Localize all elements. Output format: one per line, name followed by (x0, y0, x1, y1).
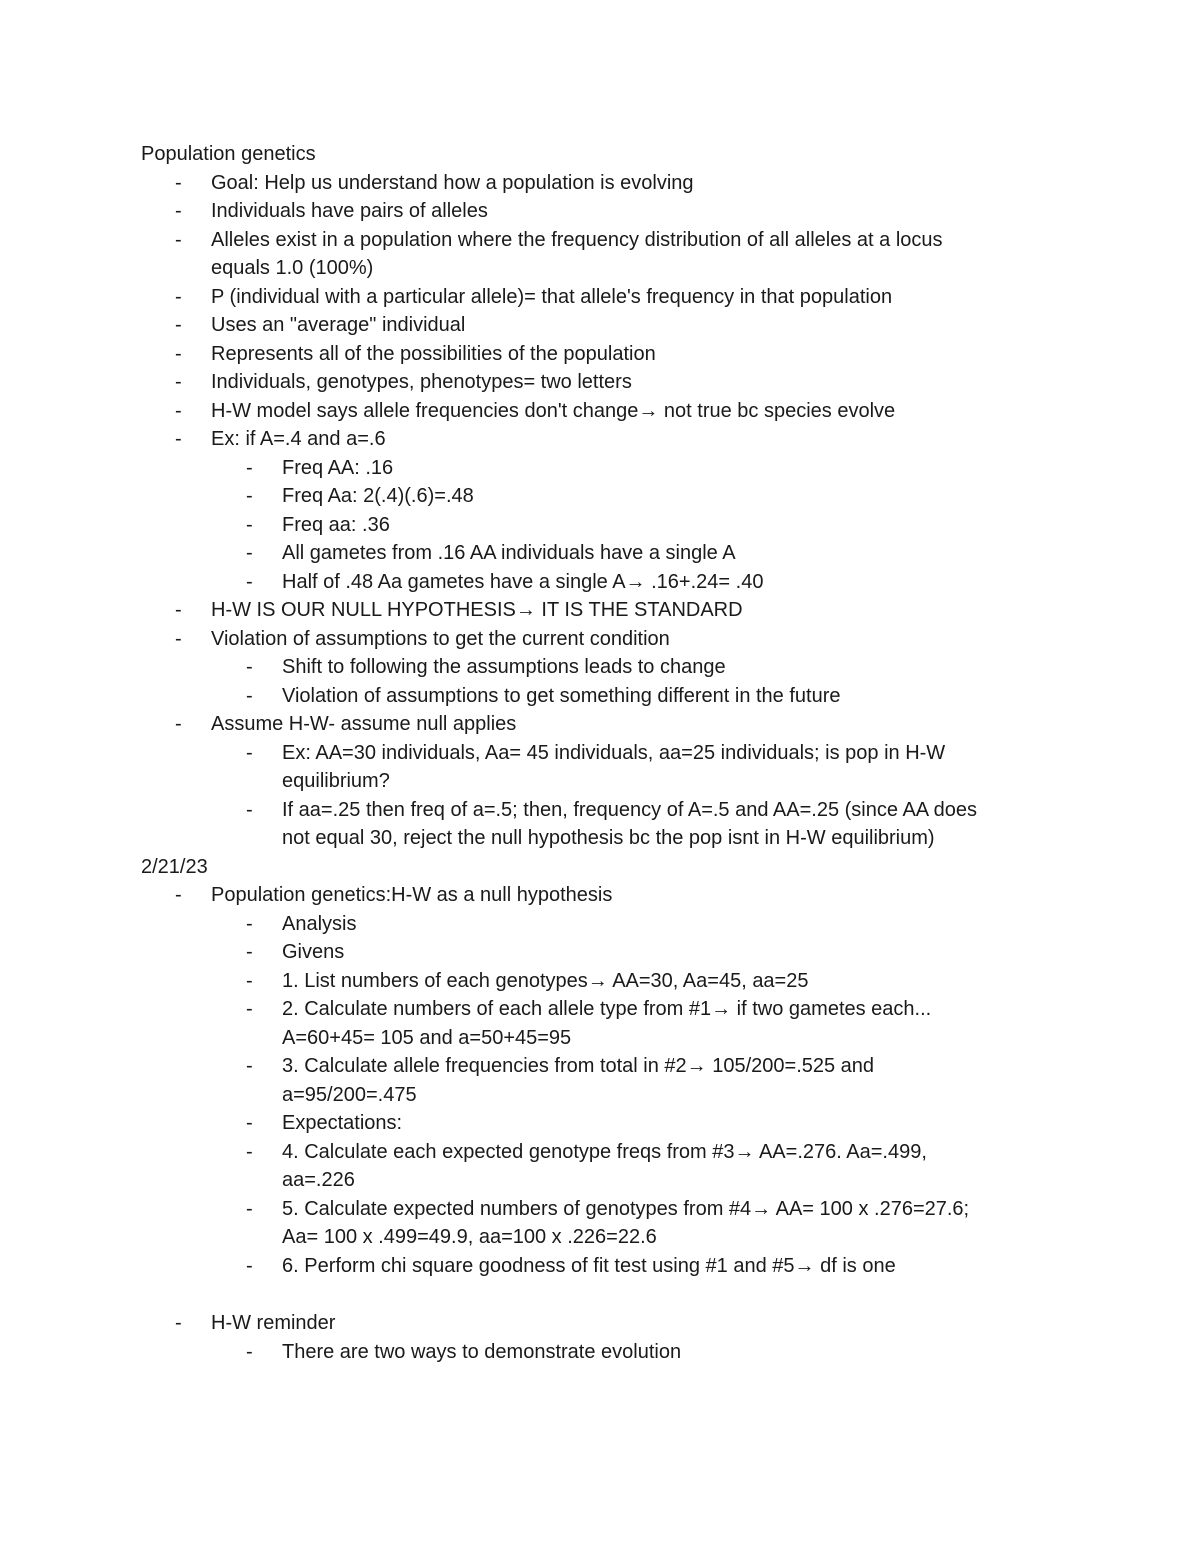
bullet-dash: - (175, 713, 182, 735)
list-item: P (individual with a particular allele)= that allele's frequency in that population (211, 286, 893, 308)
list-item: Alleles exist in a population where the frequency distribution of all alleles at a locus (211, 229, 943, 251)
bullet-dash: - (246, 913, 253, 935)
sub-list-item: 2. Calculate numbers of each allele type from #1→ if two gametes each... (282, 998, 932, 1020)
sub-list-item-continuation: a=95/200=.475 (282, 1084, 417, 1106)
sub-list-item: Givens (282, 941, 345, 963)
bullet-dash: - (246, 1255, 253, 1277)
sub-list-item: 4. Calculate each expected genotype freqs from #3→ AA=.276. Aa=.499, (282, 1141, 927, 1163)
sub-list-item: Violation of assumptions to get something different in the future (282, 685, 841, 707)
bullet-dash: - (246, 742, 253, 764)
sub-list-item-continuation: A=60+45= 105 and a=50+45=95 (282, 1027, 572, 1049)
sub-list-item: Freq AA: .16 (282, 457, 394, 479)
bullet-dash: - (175, 371, 182, 393)
list-item: H-W IS OUR NULL HYPOTHESIS→ IT IS THE STANDARD (211, 599, 743, 621)
sub-list-item: Freq Aa: 2(.4)(.6)=.48 (282, 485, 474, 507)
bullet-dash: - (246, 970, 253, 992)
list-item: Assume H-W- assume null applies (211, 713, 517, 735)
sub-list-item: Analysis (282, 913, 357, 935)
list-item: Ex: if A=.4 and a=.6 (211, 428, 386, 450)
sub-list-item: If aa=.25 then freq of a=.5; then, frequency of A=.5 and AA=.25 (since AA does (282, 799, 977, 821)
bullet-dash: - (246, 656, 253, 678)
sub-list-item: 6. Perform chi square goodness of fit test using #1 and #5→ df is one (282, 1255, 896, 1277)
bullet-dash: - (246, 1198, 253, 1220)
bullet-dash: - (175, 428, 182, 450)
bullet-dash: - (175, 200, 182, 222)
date-heading: 2/21/23 (141, 856, 208, 878)
bullet-dash: - (246, 685, 253, 707)
bullet-dash: - (175, 314, 182, 336)
list-item: Individuals have pairs of alleles (211, 200, 488, 222)
bullet-dash: - (246, 941, 253, 963)
bullet-dash: - (175, 229, 182, 251)
sub-list-item: There are two ways to demonstrate evolution (282, 1341, 682, 1363)
bullet-dash: - (175, 1312, 182, 1334)
bullet-dash: - (246, 799, 253, 821)
list-item: Individuals, genotypes, phenotypes= two letters (211, 371, 632, 393)
list-item: H-W model says allele frequencies don't change→ not true bc species evolve (211, 400, 896, 422)
sub-list-item: Shift to following the assumptions leads to change (282, 656, 726, 678)
bullet-dash: - (246, 542, 253, 564)
bullet-dash: - (175, 599, 182, 621)
bullet-dash: - (246, 1112, 253, 1134)
page-heading: Population genetics (141, 143, 316, 165)
bullet-dash: - (246, 514, 253, 536)
bullet-dash: - (246, 485, 253, 507)
sub-list-item-continuation: aa=.226 (282, 1169, 355, 1191)
sub-list-item: Expectations: (282, 1112, 403, 1134)
bullet-dash: - (175, 628, 182, 650)
list-item: Population genetics:H-W as a null hypothesis (211, 884, 613, 906)
bullet-dash: - (246, 1055, 253, 1077)
list-item-continuation: equals 1.0 (100%) (211, 257, 374, 279)
list-item: H-W reminder (211, 1312, 336, 1334)
list-item: Represents all of the possibilities of the population (211, 343, 656, 365)
sub-list-item-continuation: Aa= 100 x .499=49.9, aa=100 x .226=22.6 (282, 1226, 657, 1248)
list-item: Goal: Help us understand how a population is evolving (211, 172, 694, 194)
bullet-dash: - (246, 571, 253, 593)
sub-list-item-continuation: not equal 30, reject the null hypothesis bc the pop isnt in H-W equilibrium) (282, 827, 935, 849)
sub-list-item-continuation: equilibrium? (282, 770, 390, 792)
bullet-dash: - (246, 1341, 253, 1363)
sub-list-item: 1. List numbers of each genotypes→ AA=30, Aa=45, aa=25 (282, 970, 809, 992)
bullet-dash: - (175, 343, 182, 365)
sub-list-item: All gametes from .16 AA individuals have a single A (282, 542, 736, 564)
list-item: Uses an "average" individual (211, 314, 466, 336)
bullet-dash: - (175, 400, 182, 422)
sub-list-item: Freq aa: .36 (282, 514, 390, 536)
sub-list-item: Half of .48 Aa gametes have a single A→ .16+.24= .40 (282, 571, 764, 593)
bullet-dash: - (175, 286, 182, 308)
bullet-dash: - (175, 884, 182, 906)
sub-list-item: 5. Calculate expected numbers of genotypes from #4→ AA= 100 x .276=27.6; (282, 1198, 970, 1220)
bullet-dash: - (175, 172, 182, 194)
bullet-dash: - (246, 457, 253, 479)
bullet-dash: - (246, 1141, 253, 1163)
list-item: Violation of assumptions to get the current condition (211, 628, 670, 650)
sub-list-item: 3. Calculate allele frequencies from total in #2→ 105/200=.525 and (282, 1055, 875, 1077)
bullet-dash: - (246, 998, 253, 1020)
sub-list-item: Ex: AA=30 individuals, Aa= 45 individuals, aa=25 individuals; is pop in H-W (282, 742, 946, 764)
